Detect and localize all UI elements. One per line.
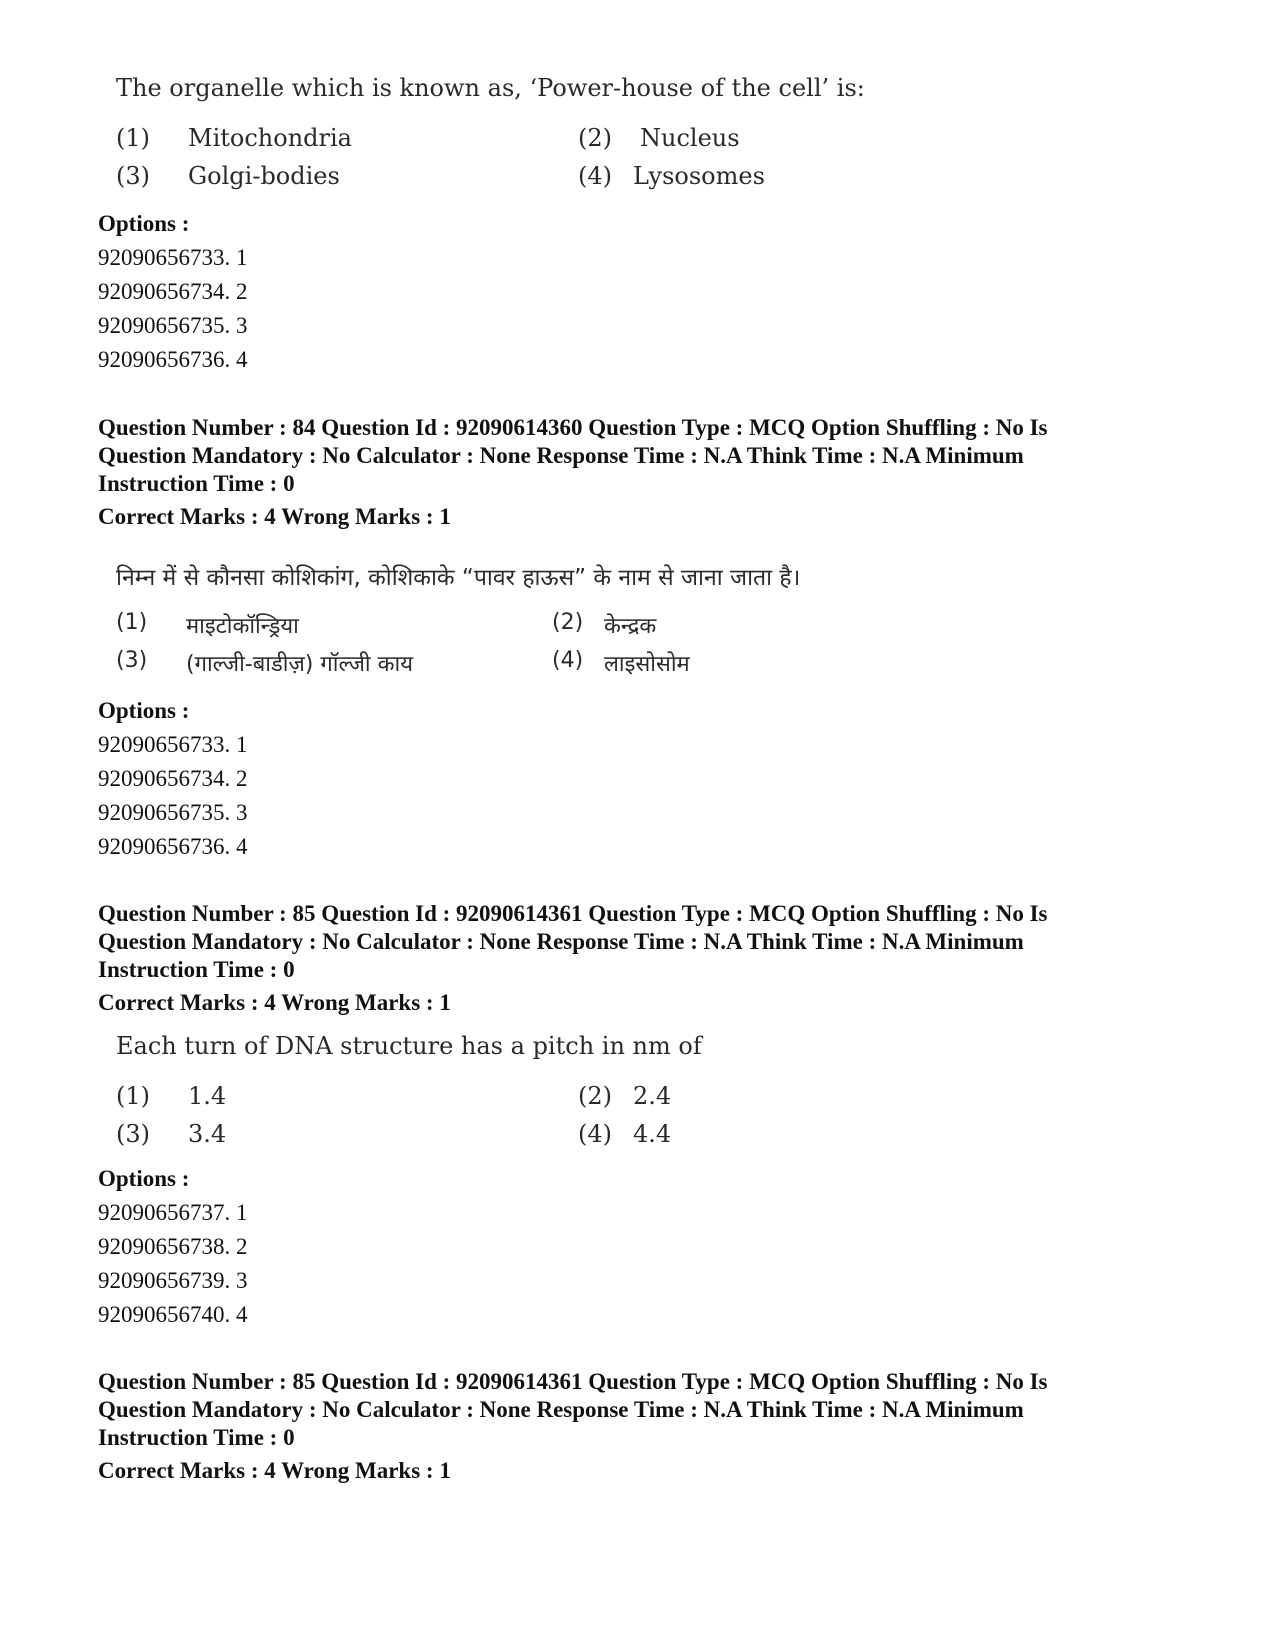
- option-id-2: 92090656738. 2: [98, 1234, 248, 1259]
- choice-number: (3): [116, 1120, 150, 1148]
- question-image-q1: [98, 74, 865, 204]
- marks-line: Correct Marks : 4 Wrong Marks : 1: [98, 1458, 451, 1483]
- question-stem: Each turn of DNA structure has a pitch in nm of: [116, 1032, 702, 1060]
- meta-line: Instruction Time : 0: [98, 957, 295, 982]
- choice-number: (4): [578, 162, 612, 190]
- choice-text: 4.4: [633, 1120, 672, 1148]
- options-heading: Options :: [98, 698, 190, 723]
- meta-line: Question Mandatory : No Calculator : None Response Time : N.A Think Time : N.A Minimum: [98, 929, 1024, 954]
- choice-number: (3): [116, 648, 148, 673]
- option-id-2: 92090656734. 2: [98, 279, 248, 304]
- choice-text: Lysosomes: [633, 162, 765, 190]
- choice-text: केन्द्रक: [604, 614, 657, 639]
- question-image-q3: [98, 1032, 858, 1162]
- options-heading: Options :: [98, 211, 190, 236]
- option-id-1: 92090656733. 1: [98, 732, 248, 757]
- meta-line: Question Mandatory : No Calculator : None Response Time : N.A Think Time : N.A Minimum: [98, 443, 1024, 468]
- meta-line: Instruction Time : 0: [98, 471, 295, 496]
- meta-line: Instruction Time : 0: [98, 1425, 295, 1450]
- choice-text: 3.4: [188, 1120, 227, 1148]
- option-id-4: 92090656736. 4: [98, 347, 248, 372]
- choice-number: (2): [552, 610, 584, 635]
- question-image-q2: [98, 560, 858, 690]
- choice-text: 2.4: [633, 1082, 672, 1110]
- choice-number: (4): [552, 648, 584, 673]
- options-list-q3: [98, 1162, 248, 1332]
- question-stem: The organelle which is known as, ‘Power-house of the cell’ is:: [116, 74, 865, 102]
- choice-text: Golgi-bodies: [188, 162, 340, 190]
- question-stem: निम्न में से कौनसा कोशिकांग, कोशिकाके “पावर हाऊस” के नाम से जाना जाता है।: [116, 565, 801, 591]
- options-list-q1: [98, 207, 248, 377]
- choice-number: (1): [116, 610, 148, 635]
- marks-line: Correct Marks : 4 Wrong Marks : 1: [98, 990, 451, 1015]
- choice-text: (गाल्जी-बाडीज़) गॉल्जी काय: [186, 652, 413, 677]
- question-meta-85-repeat: [98, 1368, 1198, 1485]
- choice-text: Nucleus: [640, 124, 740, 152]
- marks-line: Correct Marks : 4 Wrong Marks : 1: [98, 504, 451, 529]
- meta-line: Question Number : 85 Question Id : 92090614361 Question Type : MCQ Option Shuffling : No Is: [98, 1369, 1048, 1394]
- option-id-1: 92090656737. 1: [98, 1200, 248, 1225]
- choice-text: Mitochondria: [188, 124, 352, 152]
- choice-number: (2): [578, 1082, 612, 1110]
- choice-number: (1): [116, 124, 150, 152]
- option-id-3: 92090656739. 3: [98, 1268, 248, 1293]
- option-id-3: 92090656735. 3: [98, 800, 248, 825]
- choice-text: लाइसोसोम: [604, 652, 690, 677]
- meta-line: Question Mandatory : No Calculator : None Response Time : N.A Think Time : N.A Minimum: [98, 1397, 1024, 1422]
- question-meta-84: [98, 414, 1198, 531]
- options-list-q2: [98, 694, 248, 864]
- question-meta-85: [98, 900, 1198, 1017]
- choice-number: (1): [116, 1082, 150, 1110]
- options-heading: Options :: [98, 1166, 190, 1191]
- choice-number: (4): [578, 1120, 612, 1148]
- choice-number: (2): [578, 124, 612, 152]
- meta-line: Question Number : 85 Question Id : 92090614361 Question Type : MCQ Option Shuffling : No Is: [98, 901, 1048, 926]
- option-id-4: 92090656736. 4: [98, 834, 248, 859]
- option-id-1: 92090656733. 1: [98, 245, 248, 270]
- meta-line: Question Number : 84 Question Id : 92090614360 Question Type : MCQ Option Shuffling : No Is: [98, 415, 1048, 440]
- choice-text: 1.4: [188, 1082, 227, 1110]
- choice-text: माइटोकॉन्ड्रिया: [186, 614, 299, 639]
- choice-number: (3): [116, 162, 150, 190]
- option-id-3: 92090656735. 3: [98, 313, 248, 338]
- option-id-4: 92090656740. 4: [98, 1302, 248, 1327]
- option-id-2: 92090656734. 2: [98, 766, 248, 791]
